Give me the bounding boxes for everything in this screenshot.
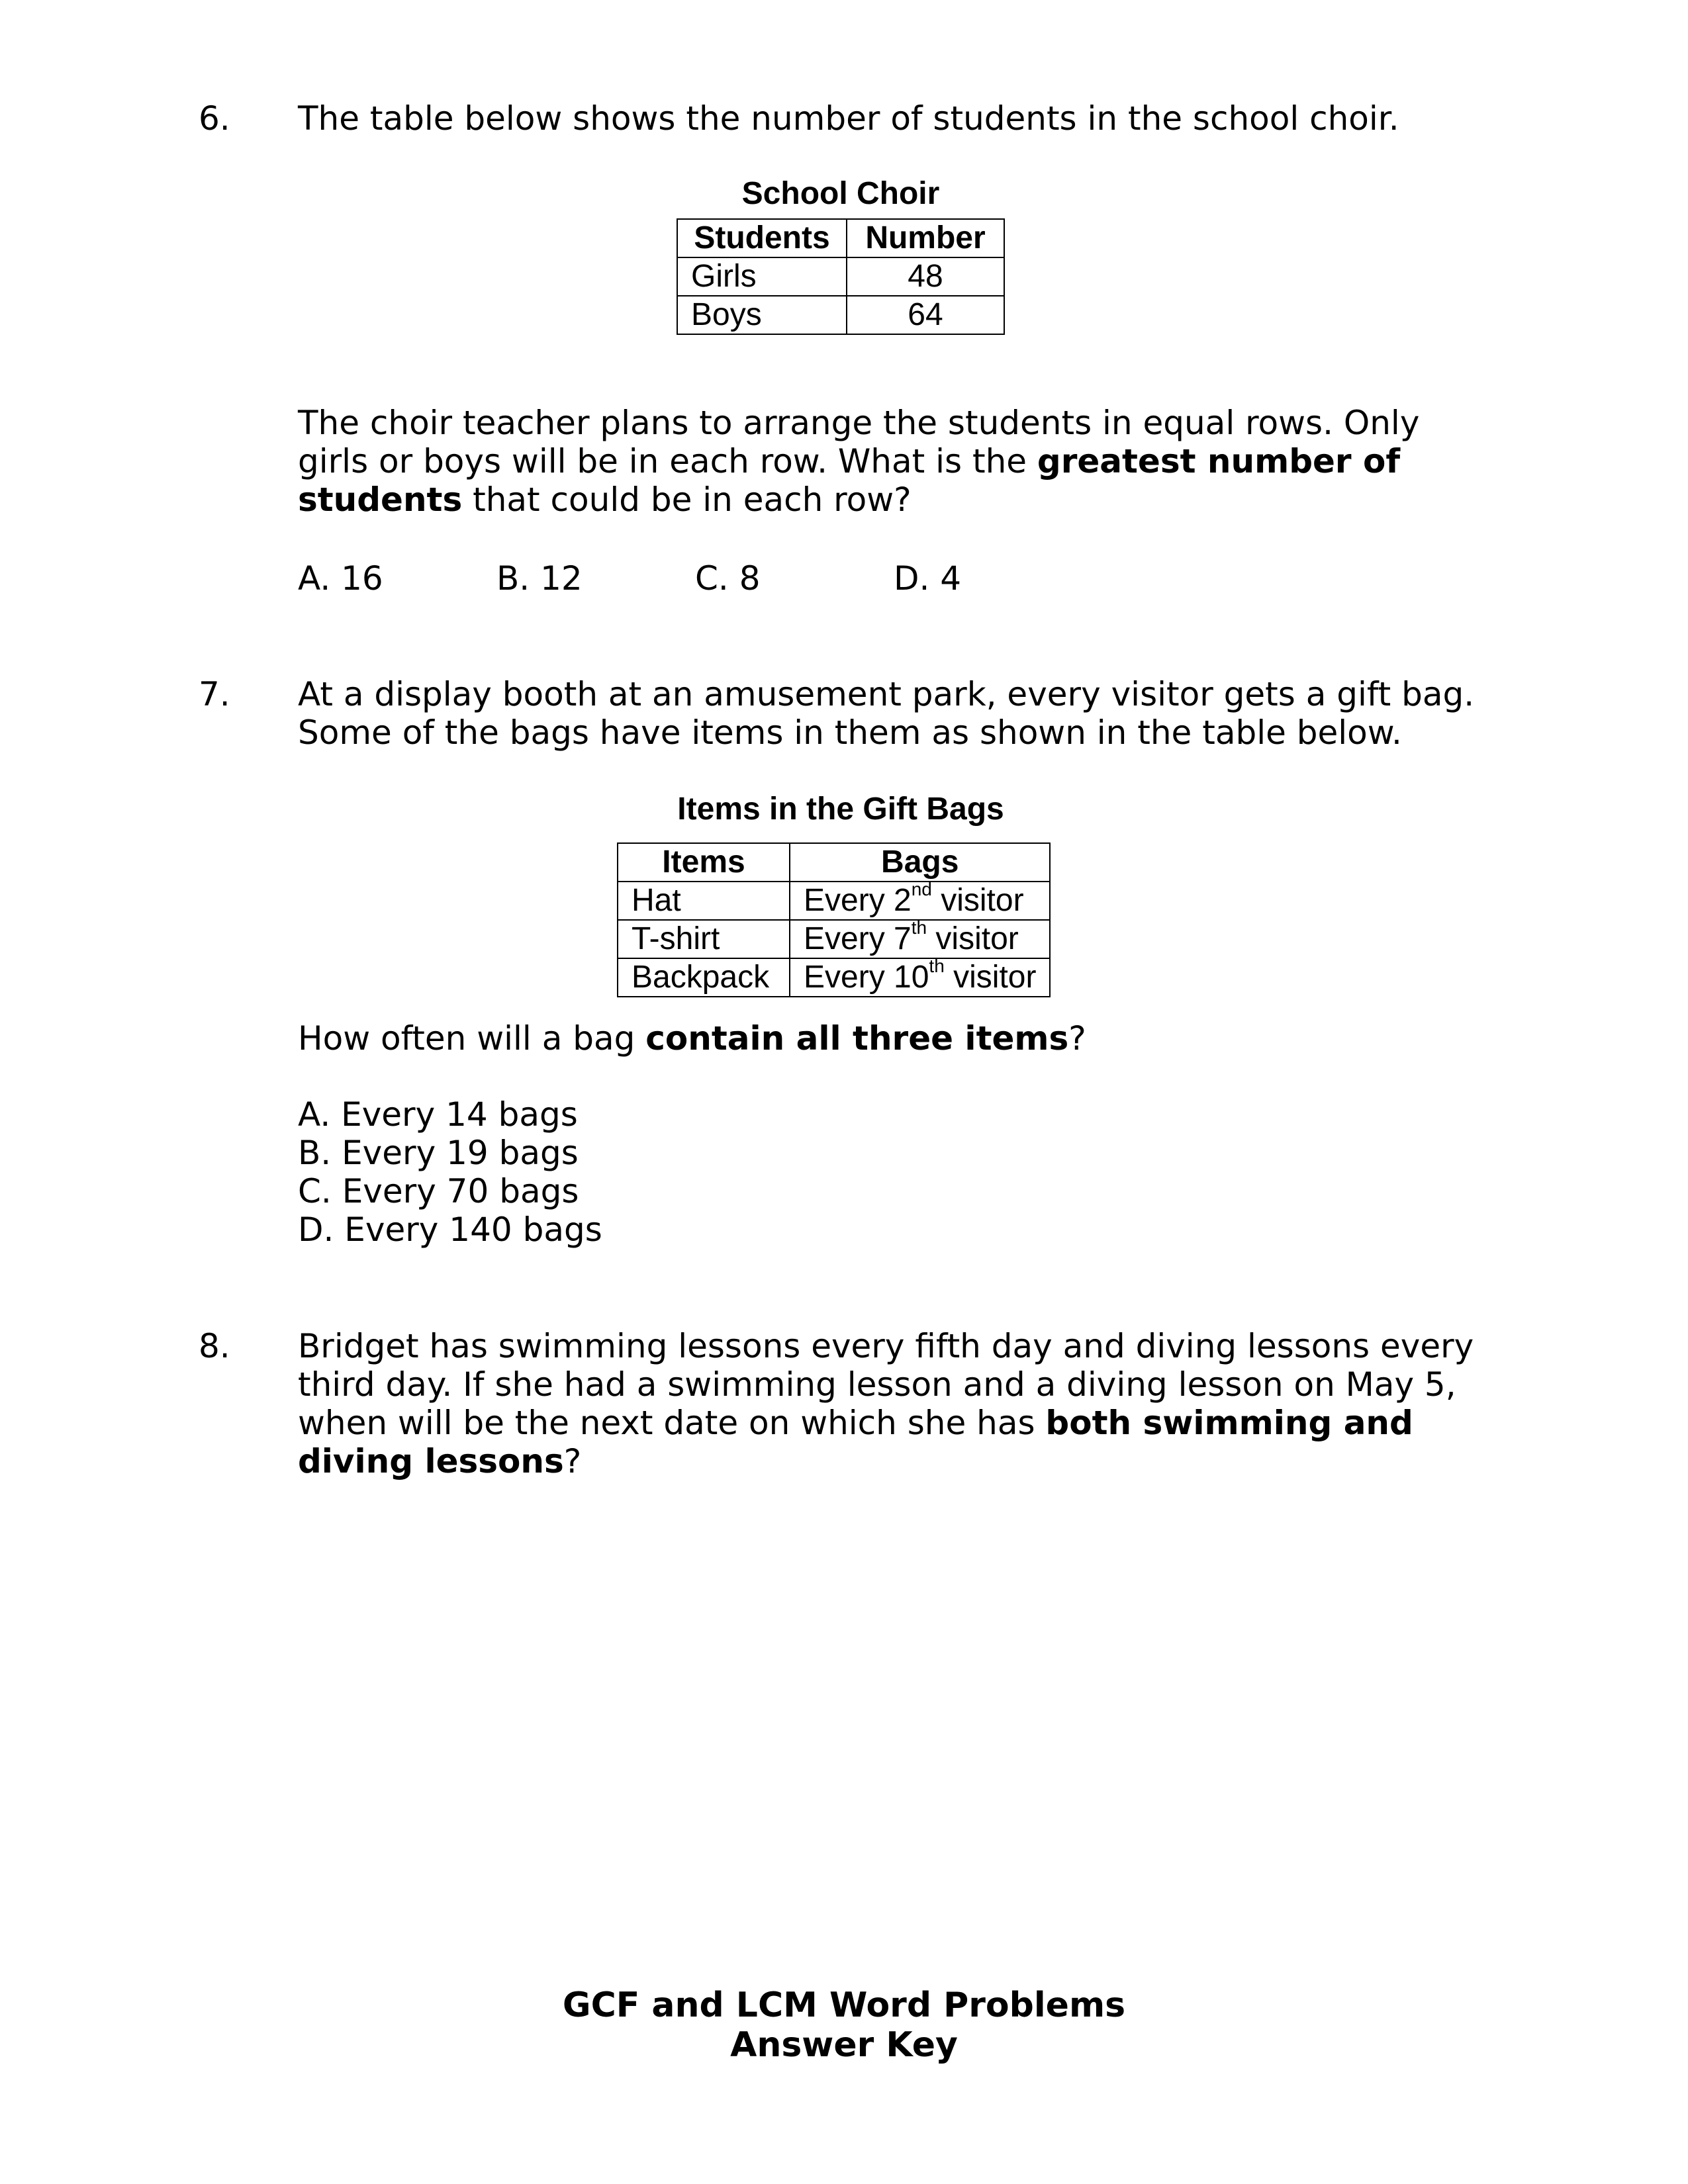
prompt-text: girls or boys will be in each row. What is the: [298, 442, 1037, 480]
prompt-line: [298, 1404, 1489, 1442]
intro-line: Some of the bags have items in them as shown in the table below.: [298, 713, 1402, 752]
table-cell-students: Boys: [677, 296, 847, 334]
table-row: [618, 882, 1050, 920]
gift-bags-table: [617, 842, 1051, 997]
prompt-emphasis: contain all three items: [645, 1019, 1069, 1058]
question-7-choice-a: A. Every 14 bags: [298, 1095, 578, 1134]
table-cell-number: 48: [847, 257, 1004, 296]
prompt-emphasis: greatest number of: [1037, 442, 1401, 480]
question-6-intro: The table below shows the number of students in the school choir.: [298, 99, 1399, 138]
table-cell-item: Backpack: [618, 958, 790, 997]
prompt-line: [298, 1442, 1489, 1480]
footer-title: GCF and LCM Word Problems: [562, 1985, 1126, 2025]
prompt-line: [298, 1019, 1489, 1058]
table-cell-bags: [790, 917, 1050, 958]
question-7-choice-b: B. Every 19 bags: [298, 1134, 579, 1172]
gift-bags-table-caption: Items in the Gift Bags: [677, 792, 1004, 827]
table-cell-bags: [790, 879, 1050, 920]
school-choir-table: [677, 218, 1005, 335]
footer: [0, 1985, 1688, 2065]
prompt-line: third day. If she had a swimming lesson and a diving lesson on May 5,: [298, 1365, 1456, 1404]
prompt-emphasis: students: [298, 480, 463, 519]
column-header-students: Students: [677, 219, 847, 257]
table-row: [677, 296, 1004, 334]
intro-line: At a display booth at an amusement park, every visitor gets a gift bag.: [298, 675, 1475, 713]
bags-text: visitor: [931, 883, 1024, 918]
question-6-choice-c: C. 8: [695, 559, 761, 598]
bags-text: Every 10: [804, 960, 929, 995]
table-cell-students: Girls: [677, 257, 847, 296]
table-cell-number: 64: [847, 296, 1004, 334]
table-header-row: [618, 843, 1050, 882]
prompt-line: Bridget has swimming lessons every fifth day and diving lessons every: [298, 1327, 1474, 1365]
question-6-prompt: [298, 404, 1489, 519]
prompt-line: The choir teacher plans to arrange the students in equal rows. Only: [298, 404, 1420, 442]
table-row: [677, 257, 1004, 296]
prompt-line: [298, 442, 1489, 480]
question-6-choice-b: B. 12: [496, 559, 583, 598]
question-7-number: 7.: [199, 675, 230, 713]
prompt-emphasis: diving lessons: [298, 1442, 564, 1480]
question-7-prompt: [298, 1019, 1489, 1058]
bags-text: Every 7: [804, 921, 912, 956]
footer-subtitle: Answer Key: [730, 2025, 958, 2065]
question-8-number: 8.: [199, 1327, 230, 1365]
prompt-text: ?: [1068, 1019, 1086, 1058]
prompt-emphasis: both swimming and: [1045, 1404, 1413, 1442]
ordinal-suffix: nd: [911, 879, 932, 899]
table-cell-bags: [790, 958, 1050, 997]
table-header-row: [677, 219, 1004, 257]
table-cell-item: T-shirt: [618, 920, 790, 958]
question-8-prompt: [298, 1327, 1489, 1480]
table-cell-item: Hat: [618, 882, 790, 920]
question-6-number: 6.: [199, 99, 230, 138]
bags-text: visitor: [944, 960, 1037, 995]
prompt-line: [298, 480, 1489, 519]
column-header-number: Number: [847, 219, 1004, 257]
ordinal-suffix: th: [929, 956, 945, 976]
question-6-choice-d: D. 4: [894, 559, 962, 598]
table-row: [618, 920, 1050, 958]
prompt-text: ?: [563, 1442, 582, 1480]
question-6-choice-a: A. 16: [298, 559, 383, 598]
bags-text: visitor: [927, 921, 1019, 956]
prompt-text: How often will a bag: [298, 1019, 646, 1058]
ordinal-suffix: th: [911, 917, 927, 938]
school-choir-table-caption: School Choir: [741, 176, 940, 211]
column-header-items: Items: [618, 843, 790, 882]
question-7-choice-d: D. Every 140 bags: [298, 1210, 602, 1249]
table-row: [618, 958, 1050, 997]
question-7-choice-c: C. Every 70 bags: [298, 1172, 579, 1210]
question-7-intro: [298, 675, 1489, 752]
prompt-text: when will be the next date on which she has: [298, 1404, 1046, 1442]
column-header-bags: Bags: [790, 843, 1050, 882]
bags-text: Every 2: [804, 883, 912, 918]
prompt-text: that could be in each row?: [462, 480, 912, 519]
